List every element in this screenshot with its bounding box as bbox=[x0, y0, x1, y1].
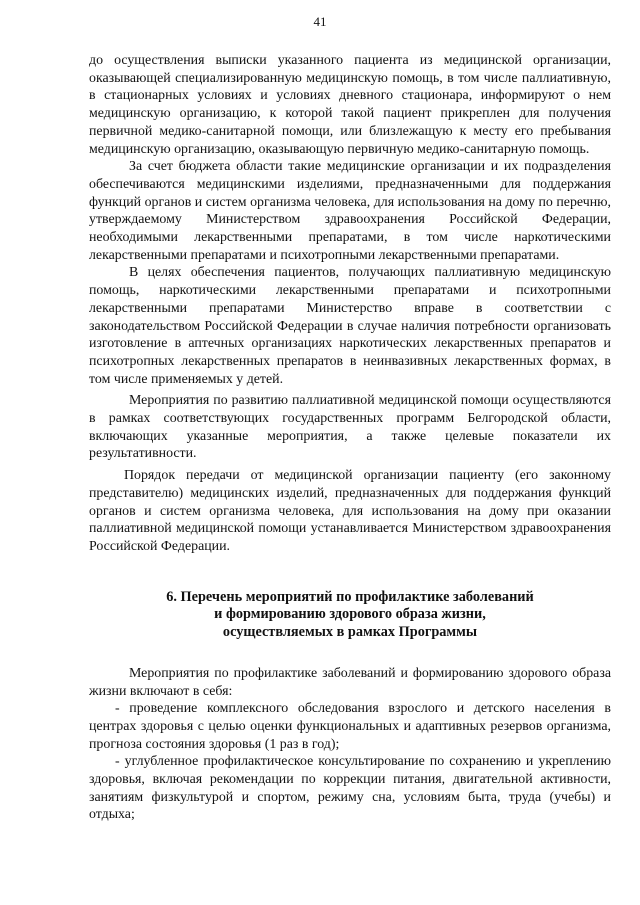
paragraph-prevention-intro: Мероприятия по профилактике заболеваний и формированию здорового образа жизни включают в себя: bbox=[89, 665, 611, 699]
section-heading bbox=[89, 589, 611, 642]
paragraph-palliative-programs: Мероприятия по развитию паллиативной медицинской помощи осуществляются в рамках соответствующих государственных программ Белгородской области, включающих указанные мероприятия, а также целевые показатели их результативности. bbox=[89, 393, 611, 462]
section-heading-line: 6. Перечень мероприятий по профилактике заболеваний bbox=[166, 588, 534, 605]
list-item-preventive-counseling: - углубленное профилактическое консультирование по сохранению и укреплению здоровья, включая рекомендации по коррекции питания, двигательной активности, занятиям физкультурой и спортом, режиму сна, условиям быта, труда (учебы) и отдыха; bbox=[89, 754, 611, 823]
paragraph-narcotic-drugs: В целях обеспечения пациентов, получающих паллиативную медицинскую помощь, наркотическими лекарственными препаратами и психотропными лекарственными препаратами Министерство вправе в соответствии с законодательством Российской Федерации в случае наличия потребности организовать изготовление в аптечных организациях наркотических лекарственных препаратов и психотропных лекарственных препаратов в неинвазивных лекарственных формах, в том числе применяемых у детей. bbox=[89, 265, 611, 387]
paragraph-transfer-procedure: Порядок передачи от медицинской организации пациенту (его законному представителю) медицинских изделий, предназначенных для поддержания функций органов и систем организма человека, для использования на дому при оказании паллиативной медицинской помощи устанавливается Министерством здравоохранения Российской Федерации. bbox=[89, 468, 611, 554]
section-heading-line: осуществляемых в рамках Программы bbox=[222, 624, 478, 641]
paragraph-discharge-info: до осуществления выписки указанного пациента из медицинской организации, оказывающей специализированную медицинскую помощь, в том числе паллиативную, в стационарных условиях и условиях дневного стационара, информируют о нем медицинскую организацию, к которой такой пациент прикреплен для получения первичной медико-санитарной помощи, или близлежащую к месту его пребывания медицинскую организацию, оказывающую первичную медико-санитарную помощь. bbox=[89, 53, 611, 157]
section-heading-line: и формированию здорового образа жизни, bbox=[214, 606, 486, 623]
list-item-comprehensive-exam: - проведение комплексного обследования взрослого и детского населения в центрах здоровья с целью оценки функциональных и адаптивных резервов организма, прогноза состояния здоровья (1 раз в год); bbox=[89, 701, 611, 752]
page-body bbox=[89, 52, 611, 824]
paragraph-medical-devices-funding: За счет бюджета области такие медицинские организации и их подразделения обеспечиваются медицинскими изделиями, предназначенными для поддержания функций органов и систем организма человека, для использования на дому по перечню, утверждаемому Министерством здравоохранения Российской Федерации, необходимыми лекарственными препаратами, в том числе наркотическими лекарственными препаратами и психотропными лекарственными препаратами. bbox=[89, 159, 611, 263]
page-number: 41 bbox=[313, 14, 327, 29]
